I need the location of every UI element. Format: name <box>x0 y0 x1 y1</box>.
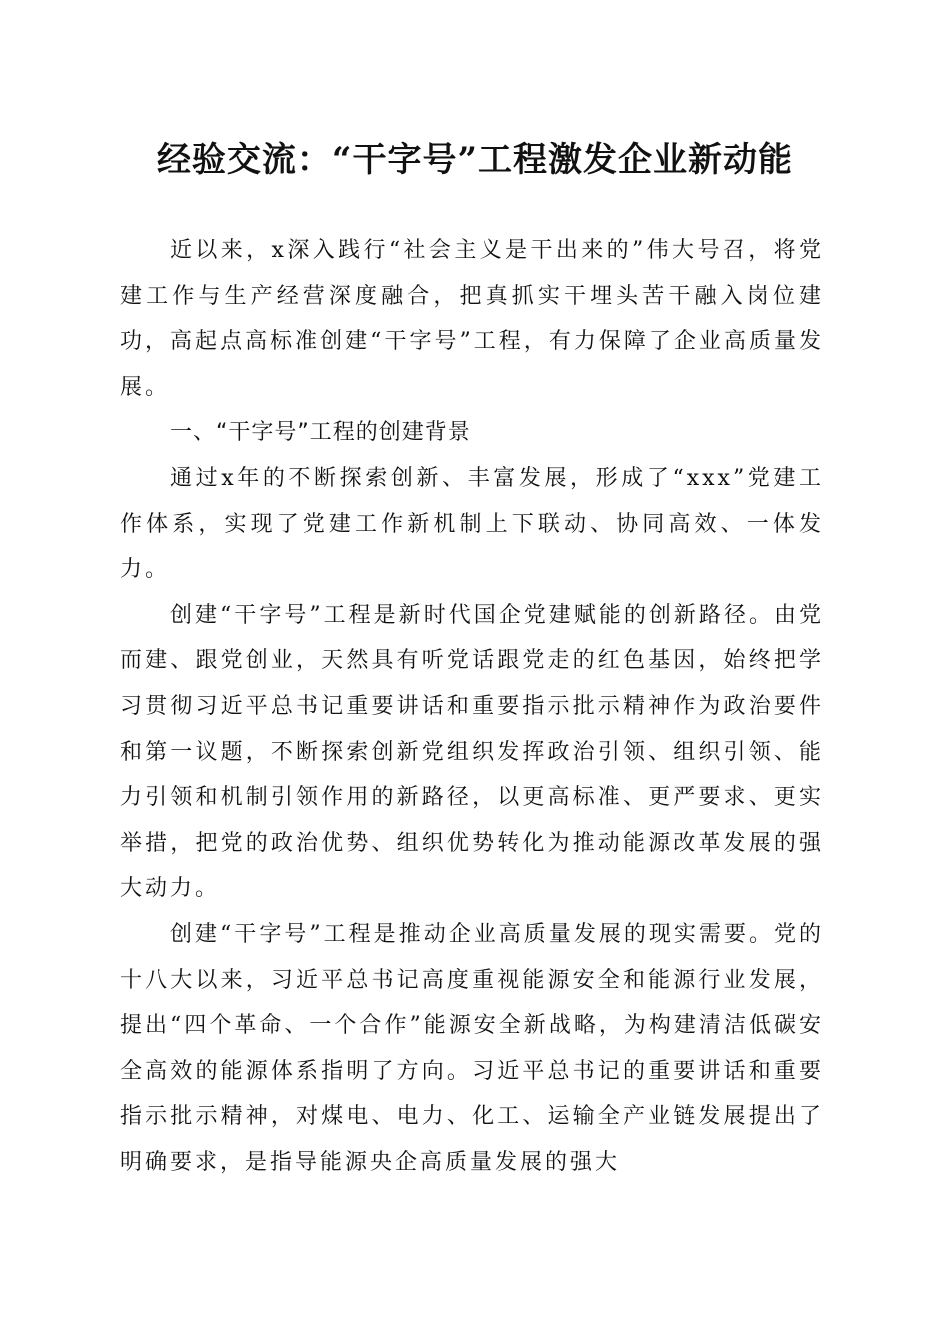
document-title: 经验交流：“干字号”工程激发企业新动能 <box>156 140 794 180</box>
paragraph-practical-need: 创建“干字号”工程是推动企业高质量发展的现实需要。党的十八大以来，习近平总书记高度重视能源安全和能源行业发展，提出“四个革命、一个合作”能源安全新战略，为构建清洁低碳安全高效的能源体系指明了方向。习近平总书记的重要讲话和重要指示批示精神，对煤电、电力、化工、运输全产业链发展提出了明确要求，是指导能源央企高质量发展的强大 <box>120 921 824 1175</box>
section-heading-background: 一、“干字号”工程的创建背景 <box>170 420 471 446</box>
paragraph-system: 通过x年的不断探索创新、丰富发展，形成了“xxx”党建工作体系，实现了党建工作新机制上下联动、协同高效、一体发力。 <box>120 465 824 583</box>
paragraph-innovation-path: 创建“干字号”工程是新时代国企党建赋能的创新路径。由党而建、跟党创业，天然具有听党话跟党走的红色基因，始终把学习贯彻习近平总书记重要讲话和重要指示批示精神作为政治要件和第一议题，不断探索创新党组织发挥政治引领、组织引领、能力引领和机制引领作用的新路径，以更高标准、更严要求、更实举措，把党的政治优势、组织优势转化为推动能源改革发展的强大动力。 <box>120 602 824 902</box>
intro-paragraph: 近以来，x深入践行“社会主义是干出来的”伟大号召，将党建工作与生产经营深度融合，把真抓实干埋头苦干融入岗位建功，高起点高标准创建“干字号”工程，有力保障了企业高质量发展。 <box>120 238 824 400</box>
document-body <box>120 228 824 1185</box>
